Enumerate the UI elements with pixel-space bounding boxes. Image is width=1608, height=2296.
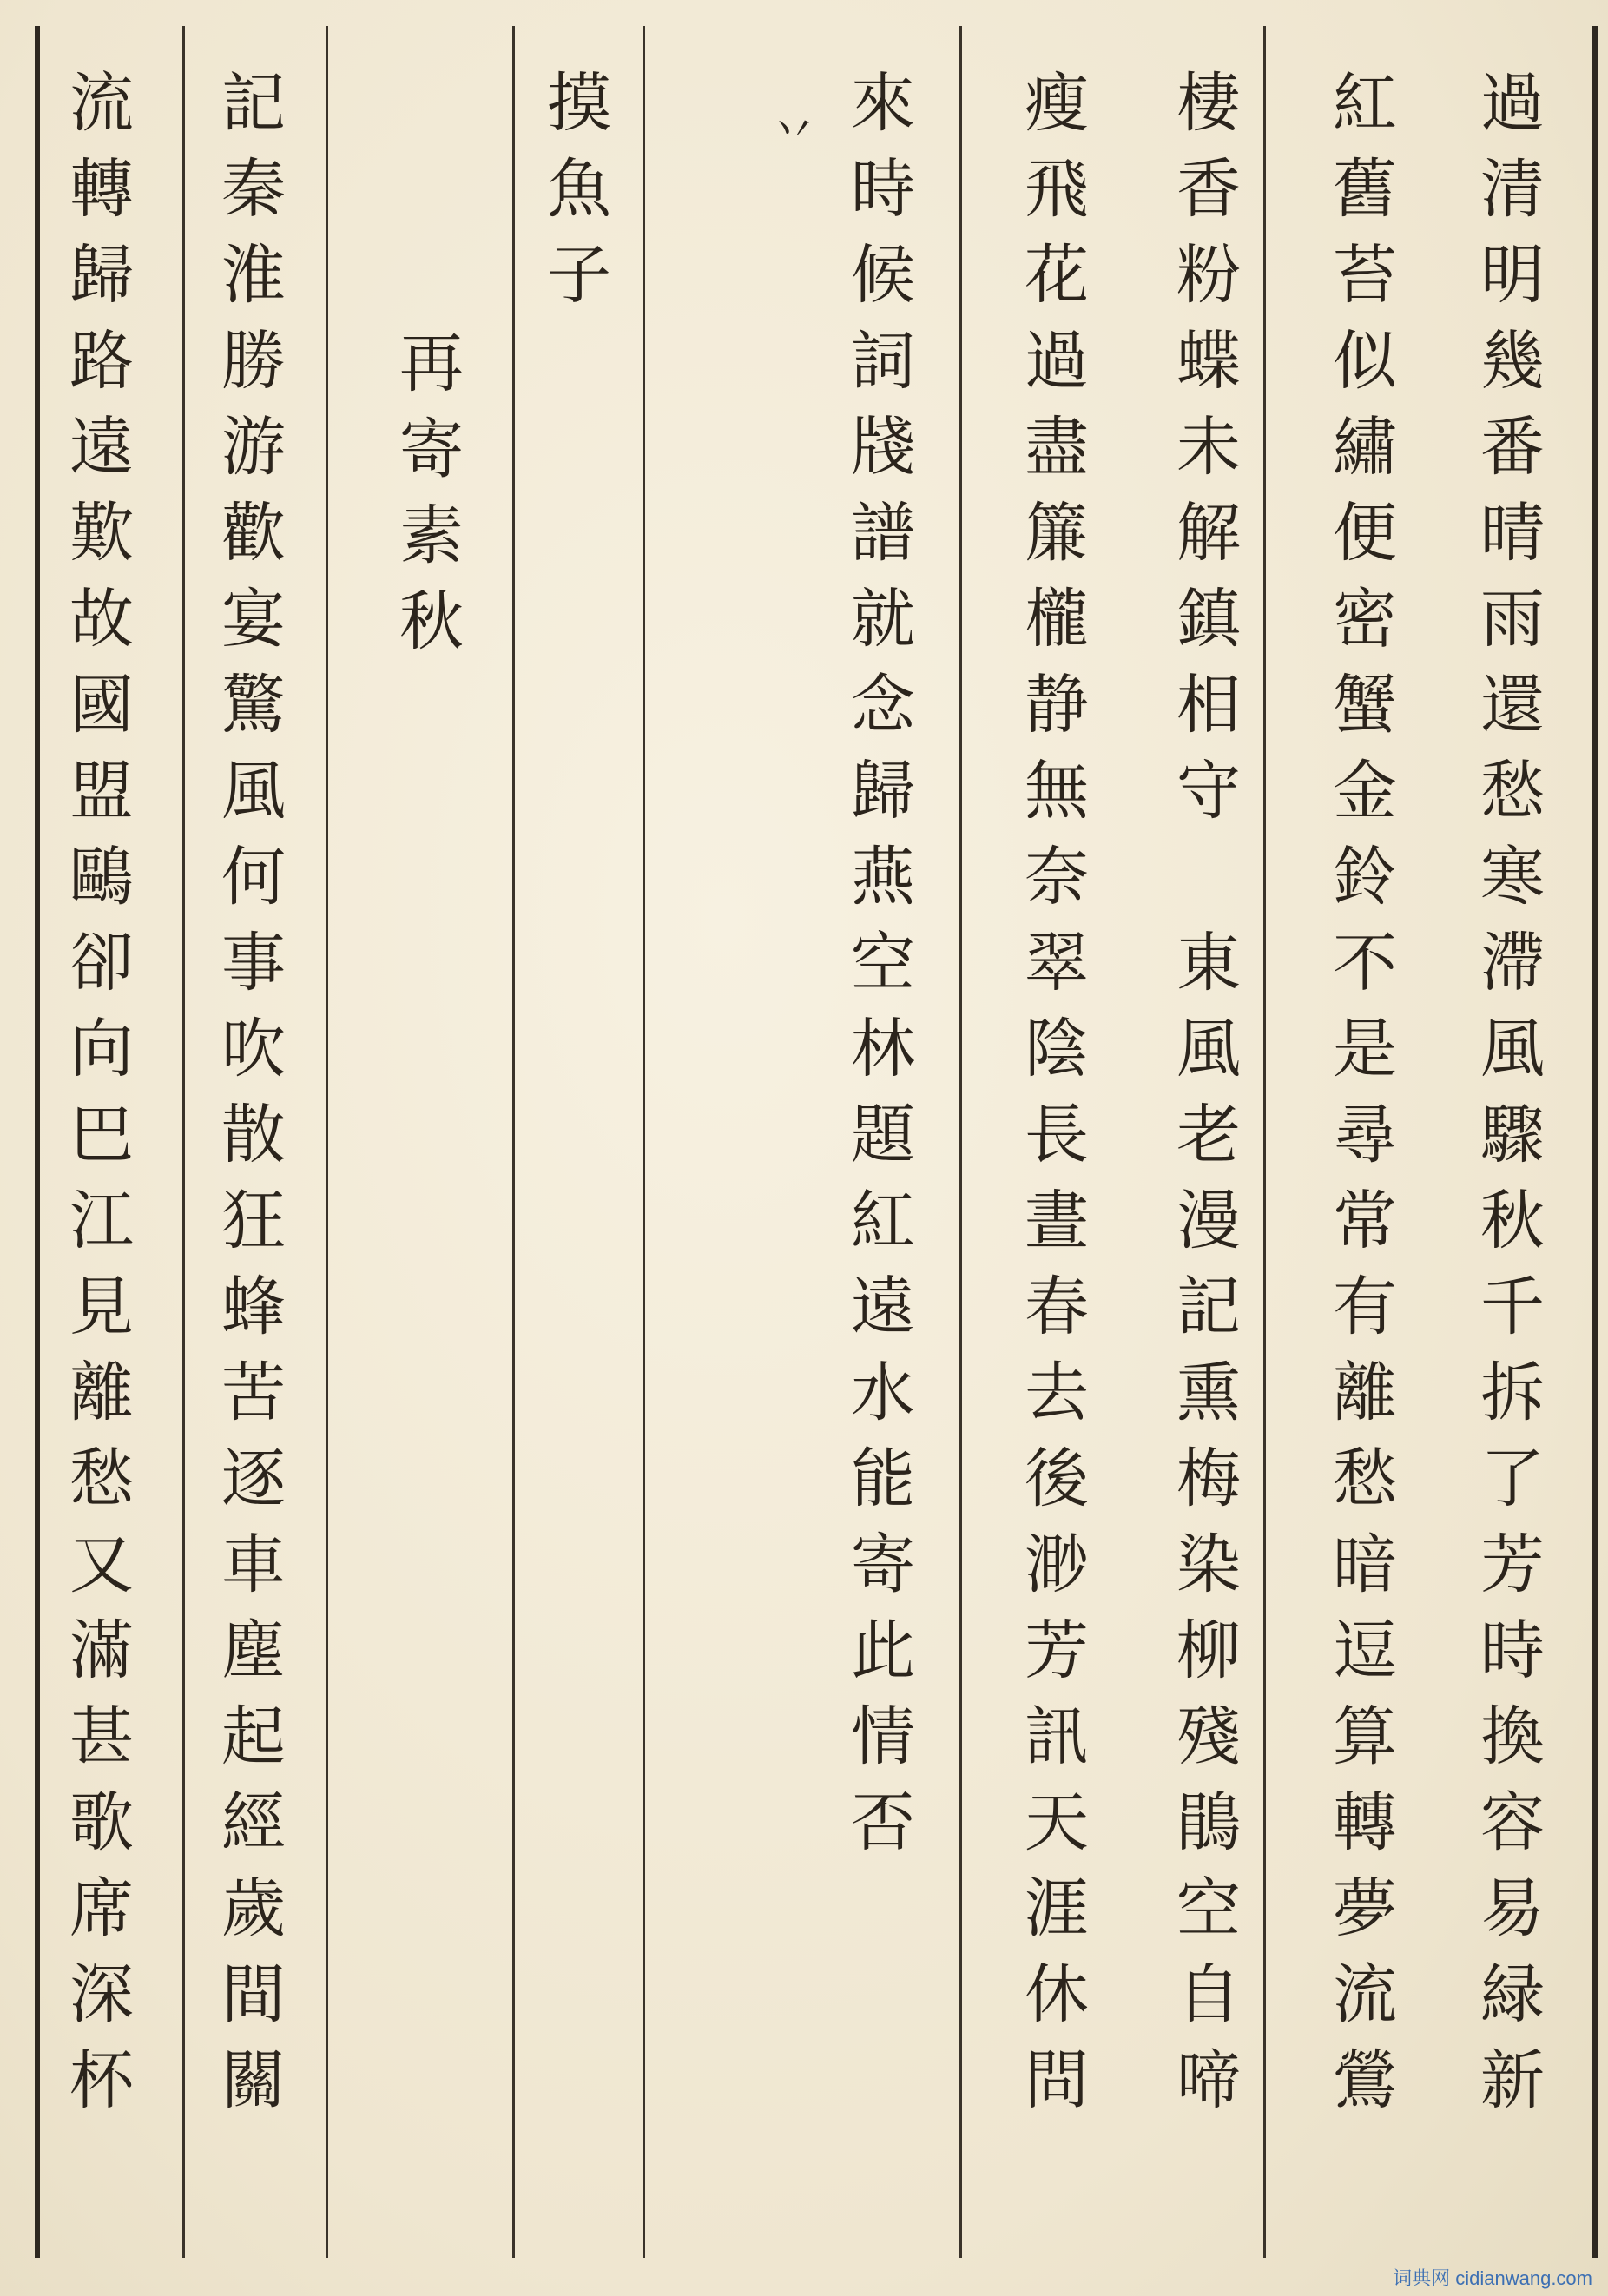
text-column-9	[58, 61, 145, 2124]
character: 鎮	[1176, 582, 1241, 656]
character: 休	[1025, 1957, 1089, 2032]
character: 苔	[1333, 238, 1397, 313]
character: 空	[851, 926, 915, 1000]
character: 盡	[1025, 410, 1089, 485]
character: 寄	[851, 1527, 915, 1602]
character: 繡	[1333, 410, 1397, 485]
character: 子	[547, 238, 611, 313]
character: 向	[69, 1012, 134, 1086]
character: 染	[1176, 1527, 1241, 1602]
character: 後	[1025, 1442, 1089, 1516]
character: 間	[221, 1957, 286, 2032]
character-gap	[1176, 835, 1241, 920]
character: 流	[1333, 1957, 1397, 2032]
character: 林	[851, 1012, 915, 1086]
character: 換	[1480, 1699, 1545, 1774]
character: 狂	[221, 1184, 286, 1258]
column-rule	[643, 26, 645, 2258]
character: 遠	[851, 1270, 915, 1344]
character: 塵	[221, 1613, 286, 1688]
character: 天	[1025, 1785, 1089, 1860]
character: 此	[851, 1613, 915, 1688]
character: 寒	[1480, 840, 1545, 914]
character: 幾	[1480, 324, 1545, 399]
character: 能	[851, 1442, 915, 1516]
character: 否	[851, 1785, 915, 1860]
character: 國	[69, 668, 134, 742]
character: 逗	[1333, 1613, 1397, 1688]
character: 常	[1333, 1184, 1397, 1258]
character: 散	[221, 1098, 286, 1172]
character: 記	[1176, 1270, 1241, 1344]
character: 愁	[1333, 1442, 1397, 1516]
text-column-4	[1013, 61, 1100, 2124]
character: 滯	[1480, 926, 1545, 1000]
character: 解	[1176, 496, 1241, 571]
character: 問	[1025, 2043, 1089, 2118]
character: 再	[399, 327, 464, 401]
character: 殘	[1176, 1699, 1241, 1774]
character: 易	[1480, 1871, 1545, 1946]
character: 吹	[221, 1012, 286, 1086]
character: 杯	[69, 2043, 134, 2118]
character: 風	[221, 754, 286, 828]
text-column-3	[1165, 61, 1252, 2124]
character: 棲	[1176, 66, 1241, 141]
text-column-6	[536, 61, 623, 319]
character: 盟	[69, 754, 134, 828]
character: 芳	[1480, 1527, 1545, 1602]
character: 路	[69, 324, 134, 399]
character: 離	[69, 1356, 134, 1430]
character: 啼	[1176, 2043, 1241, 2118]
character: 似	[1333, 324, 1397, 399]
text-column-1	[1469, 61, 1556, 2124]
character: 魚	[547, 152, 611, 227]
character: 宴	[221, 582, 286, 656]
character: 去	[1025, 1356, 1089, 1430]
character: 鵑	[1176, 1785, 1241, 1860]
character: 舊	[1333, 152, 1397, 227]
character: 蜂	[221, 1270, 286, 1344]
character: 新	[1480, 2043, 1545, 2118]
character: 歲	[221, 1871, 286, 1946]
character: 容	[1480, 1785, 1545, 1860]
character: 春	[1025, 1270, 1089, 1344]
character: 歌	[69, 1785, 134, 1860]
character: 關	[221, 2043, 286, 2118]
column-rule	[326, 26, 328, 2258]
character: 事	[221, 926, 286, 1000]
character: 就	[851, 582, 915, 656]
character: 甚	[69, 1699, 134, 1774]
character: 雨	[1480, 582, 1545, 656]
character: 櫳	[1025, 582, 1089, 656]
character: 淮	[221, 238, 286, 313]
character: 番	[1480, 410, 1545, 485]
character: 何	[221, 840, 286, 914]
character: 明	[1480, 238, 1545, 313]
character: 不	[1333, 926, 1397, 1000]
column-rule	[959, 26, 962, 2258]
character: 守	[1176, 754, 1241, 828]
character: 素	[399, 498, 464, 573]
character: 自	[1176, 1957, 1241, 2032]
character: 譜	[851, 496, 915, 571]
character: 還	[1480, 668, 1545, 742]
character: 詞	[851, 324, 915, 399]
text-column-7	[388, 321, 475, 665]
character: 熏	[1176, 1356, 1241, 1430]
character: 逐	[221, 1442, 286, 1516]
character: 牋	[851, 410, 915, 485]
character: 紅	[851, 1184, 915, 1258]
character: 蟹	[1333, 668, 1397, 742]
character: 燕	[851, 840, 915, 914]
character: 過	[1480, 66, 1545, 141]
watermark-footer: 词典网 cidianwang.com	[1393, 2267, 1592, 2289]
character: 流	[69, 66, 134, 141]
character: 飛	[1025, 152, 1089, 227]
character: 渺	[1025, 1527, 1089, 1602]
character: 香	[1176, 152, 1241, 227]
character: 東	[1176, 926, 1241, 1000]
character: 來	[851, 66, 915, 141]
character: 經	[221, 1785, 286, 1860]
character: 離	[1333, 1356, 1397, 1430]
character: 密	[1333, 582, 1397, 656]
character: 便	[1333, 496, 1397, 571]
character: 歎	[69, 496, 134, 571]
character: 夢	[1333, 1871, 1397, 1946]
character: 情	[851, 1699, 915, 1774]
character: 轉	[1333, 1785, 1397, 1860]
corner-mark: 丷	[771, 105, 817, 157]
character: 拆	[1480, 1356, 1545, 1430]
character: 訊	[1025, 1699, 1089, 1774]
character: 深	[69, 1957, 134, 2032]
character: 鷗	[69, 840, 134, 914]
character: 苦	[221, 1356, 286, 1430]
character: 長	[1025, 1098, 1089, 1172]
character: 鶯	[1333, 2043, 1397, 2118]
character: 歸	[69, 238, 134, 313]
character: 驟	[1480, 1098, 1545, 1172]
character: 過	[1025, 324, 1089, 399]
character: 無	[1025, 754, 1089, 828]
character: 算	[1333, 1699, 1397, 1774]
character: 老	[1176, 1098, 1241, 1172]
character: 紅	[1333, 66, 1397, 141]
character: 簾	[1025, 496, 1089, 571]
character: 風	[1176, 1012, 1241, 1086]
character: 記	[221, 66, 286, 141]
character: 空	[1176, 1871, 1241, 1946]
character: 起	[221, 1699, 286, 1774]
character: 有	[1333, 1270, 1397, 1344]
text-column-8	[210, 61, 297, 2124]
character: 秋	[1480, 1184, 1545, 1258]
character: 清	[1480, 152, 1545, 227]
character: 尋	[1333, 1098, 1397, 1172]
character: 秦	[221, 152, 286, 227]
character: 席	[69, 1871, 134, 1946]
text-column-5	[840, 61, 926, 1866]
character: 奈	[1025, 840, 1089, 914]
column-rule	[1263, 26, 1266, 2258]
character: 涯	[1025, 1871, 1089, 1946]
character: 未	[1176, 410, 1241, 485]
character: 轉	[69, 152, 134, 227]
character: 候	[851, 238, 915, 313]
character: 晝	[1025, 1184, 1089, 1258]
character: 水	[851, 1356, 915, 1430]
character: 秋	[399, 584, 464, 659]
character: 驚	[221, 668, 286, 742]
text-column-2	[1321, 61, 1408, 2124]
character: 車	[221, 1527, 286, 1602]
character: 芳	[1025, 1613, 1089, 1688]
character: 江	[69, 1184, 134, 1258]
character: 歸	[851, 754, 915, 828]
character: 金	[1333, 754, 1397, 828]
character: 巴	[69, 1098, 134, 1172]
character: 寄	[399, 412, 464, 487]
character: 遠	[69, 410, 134, 485]
character: 漫	[1176, 1184, 1241, 1258]
character: 梅	[1176, 1442, 1241, 1516]
character: 静	[1025, 668, 1089, 742]
character: 游	[221, 410, 286, 485]
character: 歡	[221, 496, 286, 571]
character: 見	[69, 1270, 134, 1344]
column-rule	[182, 26, 185, 2258]
character: 千	[1480, 1270, 1545, 1344]
character: 暗	[1333, 1527, 1397, 1602]
character: 是	[1333, 1012, 1397, 1086]
character: 念	[851, 668, 915, 742]
character: 卻	[69, 926, 134, 1000]
character: 陰	[1025, 1012, 1089, 1086]
character: 翠	[1025, 926, 1089, 1000]
character: 風	[1480, 1012, 1545, 1086]
character: 滿	[69, 1613, 134, 1688]
character: 又	[69, 1527, 134, 1602]
character: 愁	[1480, 754, 1545, 828]
character: 相	[1176, 668, 1241, 742]
character: 蝶	[1176, 324, 1241, 399]
character: 緑	[1480, 1957, 1545, 2032]
character: 粉	[1176, 238, 1241, 313]
column-rule	[512, 26, 515, 2258]
character: 了	[1480, 1442, 1545, 1516]
character: 勝	[221, 324, 286, 399]
character: 摸	[547, 66, 611, 141]
character: 愁	[69, 1442, 134, 1516]
character: 時	[1480, 1613, 1545, 1688]
character: 故	[69, 582, 134, 656]
character: 柳	[1176, 1613, 1241, 1688]
character: 鈴	[1333, 840, 1397, 914]
character: 晴	[1480, 496, 1545, 571]
character: 花	[1025, 238, 1089, 313]
character: 時	[851, 152, 915, 227]
character: 瘦	[1025, 66, 1089, 141]
character: 題	[851, 1098, 915, 1172]
